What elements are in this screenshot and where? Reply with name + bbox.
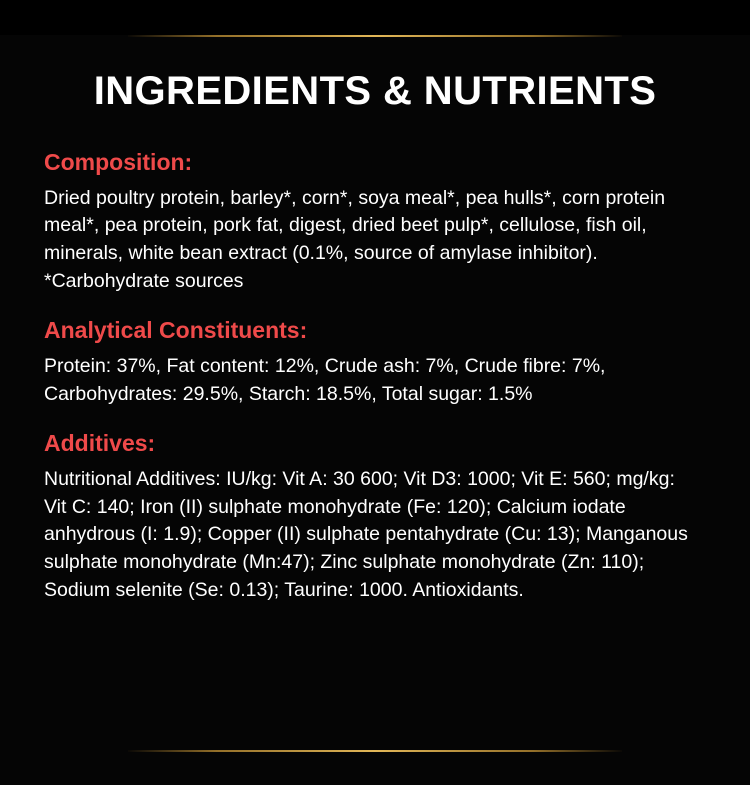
- section-body-analytical-constituents: Protein: 37%, Fat content: 12%, Crude ash: 7%, Crude fibre: 7%, Carbohydrates: 29.5%, Starch: 18.5%, Total sugar: 1.5%: [44, 354, 606, 405]
- divider-top: [128, 35, 622, 37]
- sections-container: [44, 149, 706, 604]
- section-body-additives: Nutritional Additives: IU/kg: Vit A: 30 600; Vit D3: 1000; Vit E: 560; mg/kg: Vit C: 140; Iron (II) sulphate monohydrate (Fe: 120); Calcium iodate anhydrous (I: 1.9); Copper (II) sulphate pentahydrate (Cu: 13); Manganous sulphate monohydrate (Mn:47); Zinc sulphate monohydrate (Zn: 110); Sodium selenite (Se: 0.13); Taurine: 1000. Antioxidants.: [44, 467, 688, 601]
- section-composition: [44, 149, 706, 295]
- divider-bottom: [128, 750, 622, 752]
- ingredients-nutrients-panel: [0, 35, 750, 785]
- section-additives: [44, 430, 706, 604]
- section-heading-additives: Additives:: [44, 430, 156, 457]
- section-analytical-constituents: [44, 317, 706, 408]
- page-title: INGREDIENTS & NUTRIENTS: [93, 69, 657, 113]
- section-body-composition: Dried poultry protein, barley*, corn*, soya meal*, pea hulls*, corn protein meal*, pea protein, pork fat, digest, dried beet pulp*, cellulose, fish oil, minerals, white bean extract (0.1%, source of amylase inhibitor). *Carbohydrate sources: [44, 186, 666, 292]
- section-heading-composition: Composition:: [44, 149, 193, 175]
- section-heading-analytical-constituents: Analytical Constituents:: [44, 317, 308, 344]
